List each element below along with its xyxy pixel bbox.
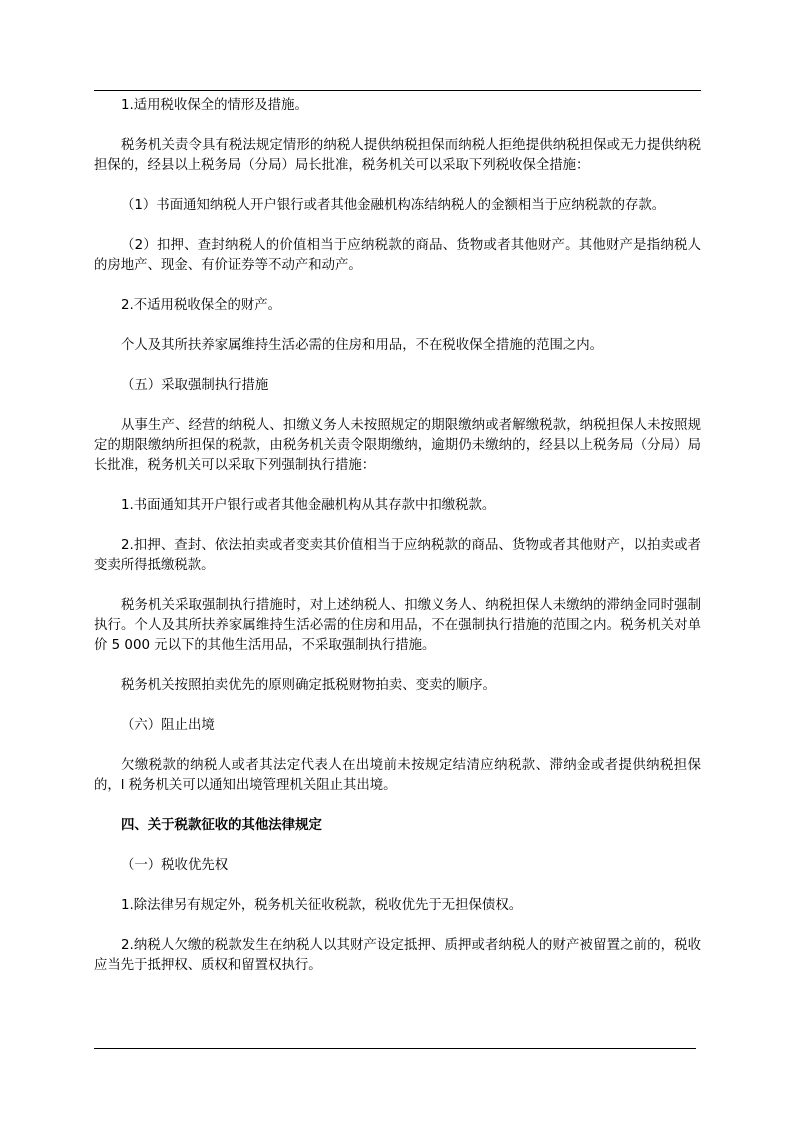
paragraph-6: 个人及其所扶养家属维持生活必需的住房和用品，不在税收保全措施的范围之内。 bbox=[121, 338, 604, 353]
paragraph-1: 1.适用税收保全的情形及措施。 bbox=[121, 98, 308, 113]
paragraph-2: 税务机关责令具有税法规定情形的纳税人提供纳税担保而纳税人拒绝提供纳税担保或无力提供纳税担保的，经县以上税务局（分局）局长批准，税务机关可以采取下列税收保全措施： bbox=[94, 138, 701, 173]
section-heading-6: （六）阻止出境 bbox=[121, 718, 215, 733]
paragraph-10: 2.扣押、查封、依法拍卖或者变卖其价值相当于应纳税款的商品、货物或者其他财产，以拍卖或者变卖所得抵缴税款。 bbox=[94, 538, 701, 573]
header-rule bbox=[94, 90, 701, 91]
paragraph-17: 1.除法律另有规定外，税务机关征收税款，税收优先于无担保债权。 bbox=[121, 898, 523, 913]
chapter-heading-4: 四、关于税款征收的其他法律规定 bbox=[121, 818, 322, 833]
section-heading-5: （五）采取强制执行措施 bbox=[121, 378, 269, 393]
paragraph-12: 税务机关按照拍卖优先的原则确定抵税财物拍卖、变卖的顺序。 bbox=[121, 678, 496, 693]
paragraph-18: 2.纳税人欠缴的税款发生在纳税人以其财产设定抵押、质押或者纳税人的财产被留置之前的，税收应当先于抵押权、质权和留置权执行。 bbox=[94, 938, 701, 973]
paragraph-3: （1）书面通知纳税人开户银行或者其他金融机构冻结纳税人的金额相当于应纳税款的存款。 bbox=[121, 198, 666, 213]
paragraph-11: 税务机关采取强制执行措施时，对上述纳税人、扣缴义务人、纳税担保人未缴纳的滞纳金同时强制执行。个人及其所扶养家属维持生活必需的住房和用品，不在强制执行措施的范围之内。税务机关对单价 5 000 元以下的其他生活用品，不采取强制执行措施。 bbox=[94, 598, 701, 653]
paragraph-9: 1.书面通知其开户银行或者其他金融机构从其存款中扣缴税款。 bbox=[121, 498, 496, 513]
section-heading-1: （一）税收优先权 bbox=[121, 858, 229, 873]
paragraph-14: 欠缴税款的纳税人或者其法定代表人在出境前未按规定结清应纳税款、滞纳金或者提供纳税担保的，l 税务机关可以通知出境管理机关阻止其出境。 bbox=[94, 758, 701, 793]
paragraph-5: 2.不适用税收保全的财产。 bbox=[121, 298, 282, 313]
footer-rule bbox=[94, 1048, 696, 1049]
paragraph-8: 从事生产、经营的纳税人、扣缴义务人未按照规定的期限缴纳或者解缴税款，纳税担保人未按照规定的期限缴纳所担保的税款，由税务机关责令限期缴纳，逾期仍未缴纳的，经县以上税务局（分局）局长批准，税务机关可以采取下列强制执行措施： bbox=[94, 418, 701, 473]
document-body bbox=[94, 96, 701, 996]
paragraph-4: （2）扣押、查封纳税人的价值相当于应纳税款的商品、货物或者其他财产。其他财产是指纳税人的房地产、现金、有价证券等不动产和动产。 bbox=[94, 238, 701, 273]
